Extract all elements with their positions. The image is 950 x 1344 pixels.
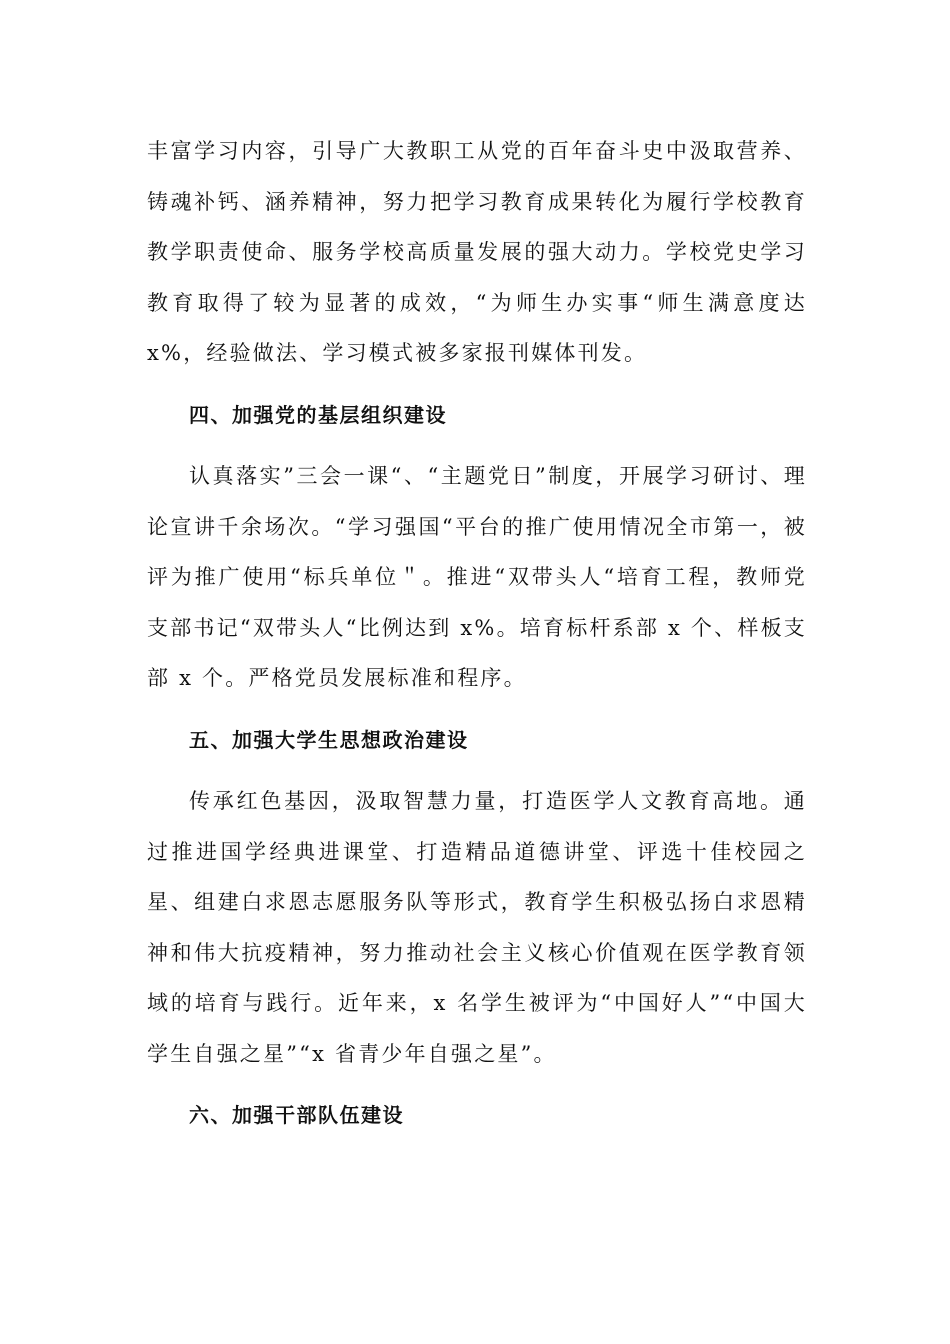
body-paragraph: 传承红色基因，汲取智慧力量，打造医学人文教育高地。通过推进国学经典进课堂、打造精品道德讲堂、评选十佳校园之星、组建白求恩志愿服务队等形式，教育学生积极弘扬白求恩精神和伟大抗疫精神，努力推动社会主义核心价值观在医学教育领域的培育与践行。近年来，x 名学生被评为“中国好人”“中国大学生自强之星”“x 省青少年自强之星”。: [147, 789, 807, 1066]
document-body: [147, 126, 807, 1141]
section-heading: 五、加强大学生思想政治建设: [189, 727, 469, 752]
section-heading: 六、加强干部队伍建设: [189, 1103, 404, 1127]
body-paragraph: 认真落实”三会一课“、“主题党日”制度，开展学习研讨、理论宣讲千余场次。“学习强国“平台的推广使用情况全市第一，被评为推广使用“标兵单位＂。推进“双带头人“培育工程，教师党支部书记“双带头人“比例达到 x%。培育标杆系部 x 个、样板支部 x 个。严格党员发展标准和程序。: [147, 464, 807, 690]
section-heading: 四、加强党的基层组织建设: [189, 402, 447, 427]
body-paragraph: 丰富学习内容，引导广大教职工从党的百年奋斗史中汲取营养、铸魂补钙、涵养精神，努力把学习教育成果转化为履行学校教育教学职责使命、服务学校高质量发展的强大动力。学校党史学习教育取得了较为显著的成效，“为师生办实事“师生满意度达 x%，经验做法、学习模式被多家报刊媒体刊发。: [147, 139, 807, 365]
